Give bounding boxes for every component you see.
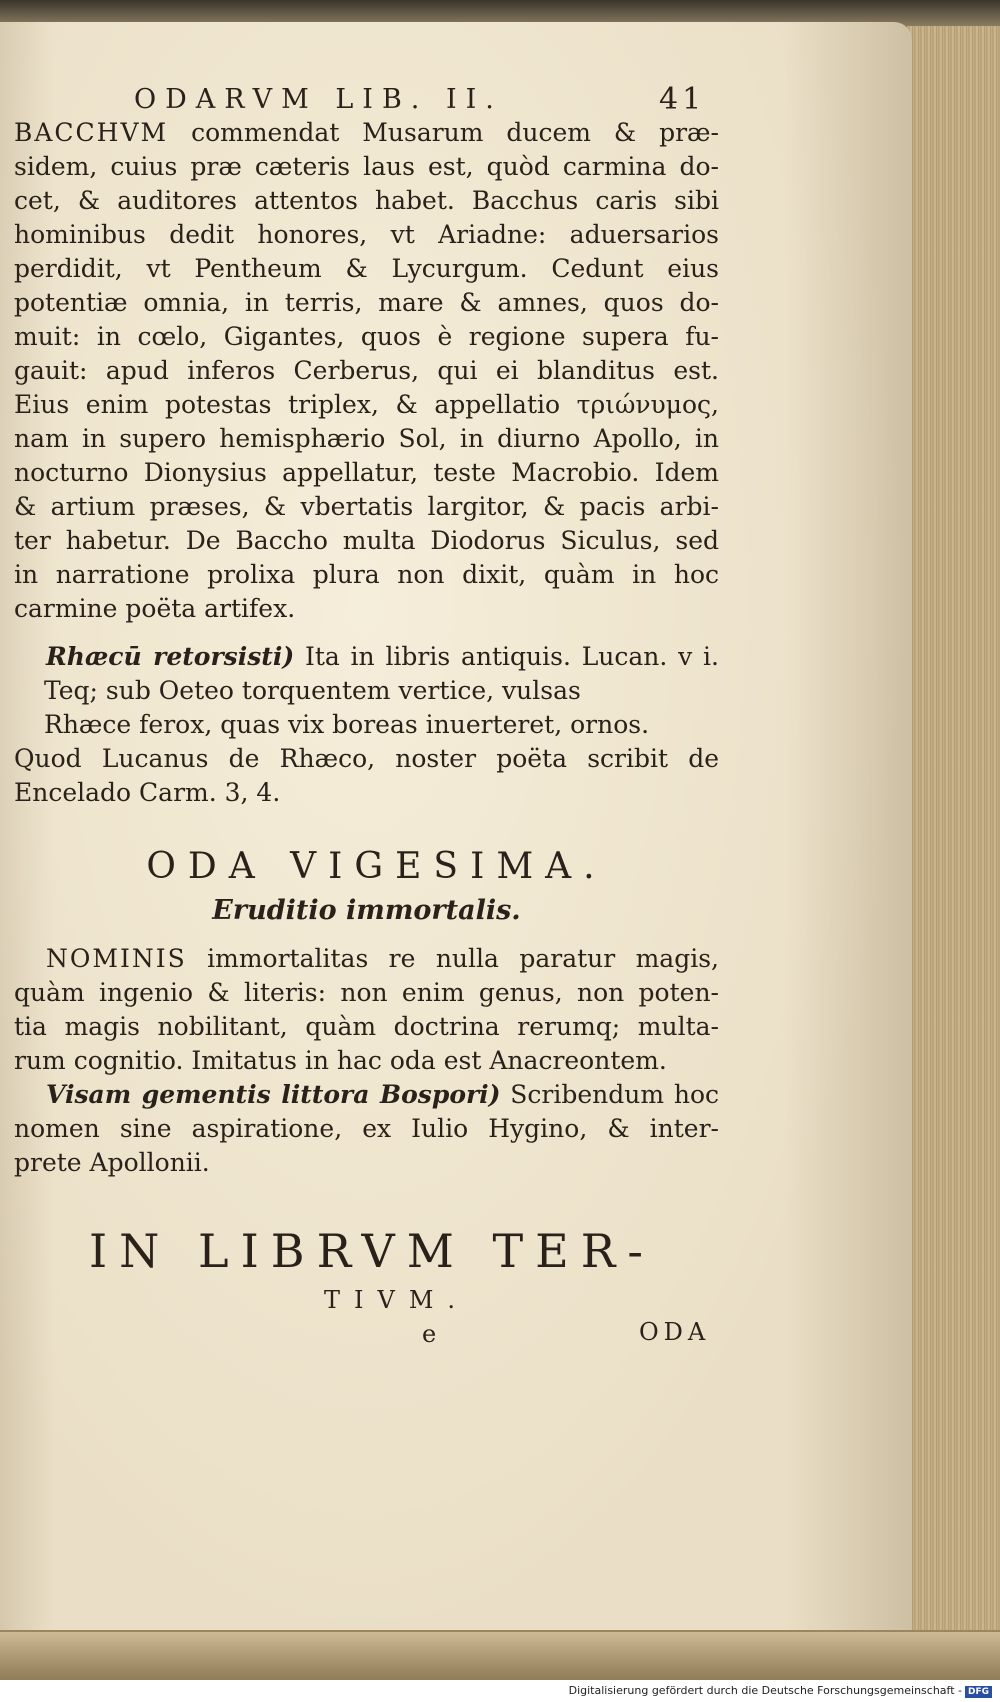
oda-line: quàm ingenio & literis: non enim genus, non poten- <box>14 978 719 1007</box>
page-text <box>14 72 719 1358</box>
lemma: Rhæcū retorsisti) <box>46 642 295 671</box>
commentary-line: potentiæ omnia, in terris, mare & amnes, quos do- <box>14 288 719 317</box>
lemma-text: Scribendum hoc <box>510 1080 719 1109</box>
commentary-line: & artium præses, & vbertatis largitor, & pacis arbi- <box>14 492 719 521</box>
catch-line <box>14 1318 719 1358</box>
oda-heading: ODA VIGESIMA. <box>146 846 607 887</box>
book-bottom-edge <box>0 1630 1000 1682</box>
quote-line: Teq; sub Oeteo torquentem vertice, vulsas <box>44 676 581 705</box>
running-head-title: ODARVM LIB. II. <box>134 84 503 115</box>
commentary-line: Encelado Carm. 3, 4. <box>14 778 281 807</box>
commentary-line: sidem, cuius præ cæteris laus est, quòd carmina do- <box>14 152 719 181</box>
footer-text <box>569 1684 992 1698</box>
commentary-line: in narratione prolixa plura non dixit, quàm in hoc <box>14 560 719 589</box>
commentary-line: ter habetur. De Baccho multa Diodorus Siculus, sed <box>14 526 719 555</box>
commentary-line: muit: in cœlo, Gigantes, quos è regione supera fu- <box>14 322 719 351</box>
footer-strip <box>0 1680 1000 1702</box>
commentary-line: hominibus dedit honores, vt Ariadne: aduersarios <box>14 220 719 249</box>
next-book-heading-continued: TIVM. <box>324 1286 470 1314</box>
commentary-first-word: BACCHVM <box>14 118 169 147</box>
catchword: ODA <box>639 1318 711 1346</box>
running-head <box>14 72 719 116</box>
commentary-line: nocturno Dionysius appellatur, teste Macrobio. Idem <box>14 458 719 487</box>
lemma-line <box>14 1078 719 1112</box>
footer-label: Digitalisierung gefördert durch die Deutsche Forschungsgemeinschaft - <box>568 1684 962 1697</box>
commentary-line: BACCHVM commendat Musarum ducem & præ- <box>14 118 719 147</box>
lemma: Visam gementis littora Bospori) <box>46 1080 501 1109</box>
lemma-line <box>14 640 719 674</box>
oda-line: prete Apollonii. <box>14 1148 210 1177</box>
oda-line: nomen sine aspiratione, ex Iulio Hygino, & inter- <box>14 1114 719 1143</box>
oda-first-word: NOMINIS <box>46 944 187 973</box>
signature-mark: e <box>422 1320 437 1348</box>
commentary-line: nam in supero hemisphærio Sol, in diurno Apollo, in <box>14 424 719 453</box>
commentary-line: perdidit, vt Pentheum & Lycurgum. Cedunt eius <box>14 254 719 283</box>
commentary-line: Quod Lucanus de Rhæco, noster poëta scribit de <box>14 744 719 773</box>
commentary-line: gauit: apud inferos Cerberus, qui ei blanditus est. <box>14 356 719 385</box>
quote-line: Rhæce ferox, quas vix boreas inuerteret, ornos. <box>44 710 650 739</box>
oda-line: rum cognitio. Imitatus in hac oda est Anacreontem. <box>14 1046 667 1075</box>
commentary-line: Eius enim potestas triplex, & appellatio τριώνυμος, <box>14 390 719 419</box>
oda-line: NOMINIS immortalitas re nulla paratur magis, <box>46 944 719 973</box>
commentary-line: cet, & auditores attentos habet. Bacchus caris sibi <box>14 186 719 215</box>
page-edges <box>905 26 1000 1666</box>
next-book-heading: IN LIBRVM TER- <box>89 1224 655 1278</box>
lemma-text: Ita in libris antiquis. Lucan. v i. <box>304 642 719 671</box>
commentary-line: carmine poëta artifex. <box>14 594 296 623</box>
page-number: 41 <box>659 82 706 117</box>
oda-line: tia magis nobilitant, quàm doctrina rerumq; multa- <box>14 1012 719 1041</box>
oda-subtitle: Eruditio immortalis. <box>212 895 521 926</box>
dfg-logo: DFG <box>965 1686 992 1698</box>
